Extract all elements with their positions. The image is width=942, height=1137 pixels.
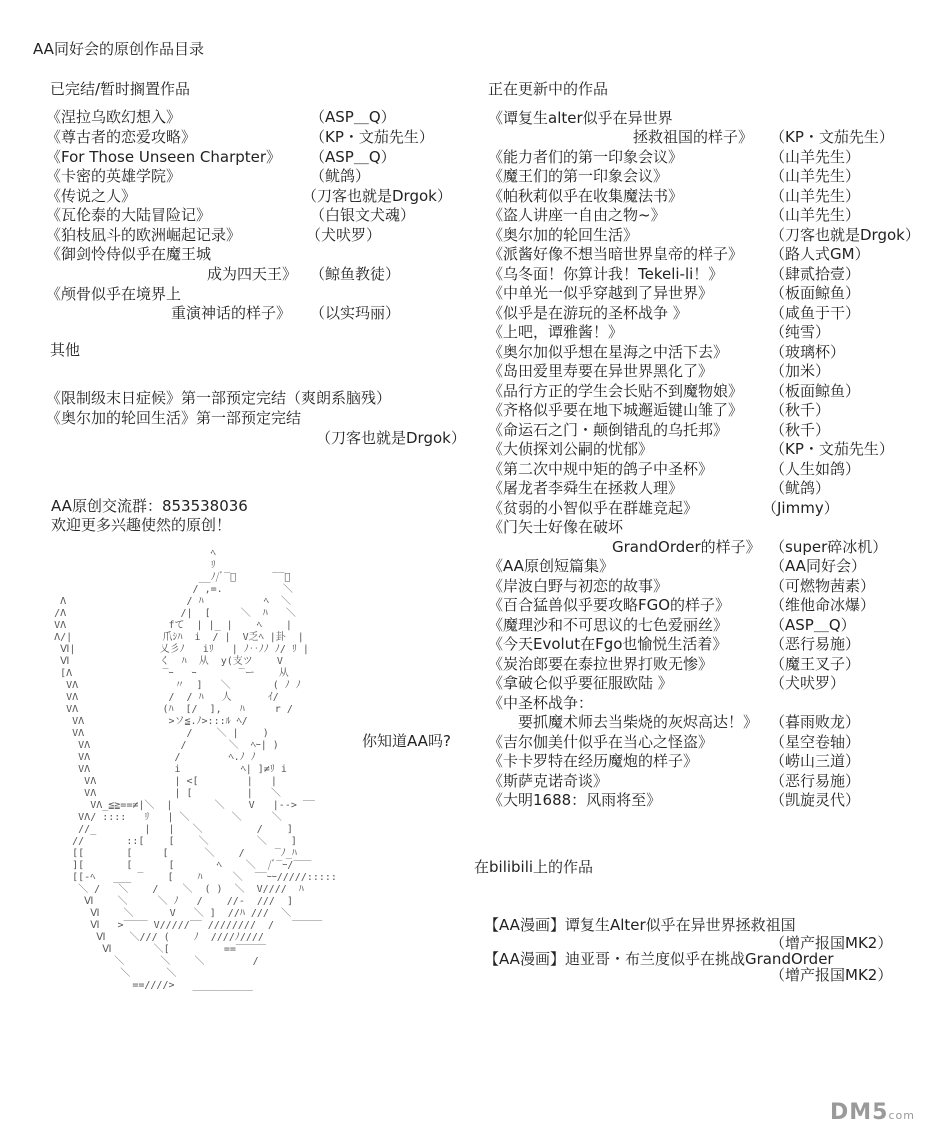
list-item-title: 《大明1688：风雨将至》 — [488, 791, 662, 809]
list-item-title: 《命运石之门・颠倒错乱的乌托邦》 — [488, 421, 729, 439]
watermark-sub: com — [888, 1109, 915, 1122]
list-item-title: 拯救祖国的样子》 — [633, 128, 754, 146]
list-item-author: （咸鱼于干） — [770, 304, 861, 322]
list-item-title: 《斯萨克诺奇谈》 — [488, 772, 609, 790]
list-item-author: （加米） — [770, 362, 831, 380]
other-line: 《奥尔加的轮回生活》第一部预定完结 — [46, 409, 302, 427]
bilibili-title: 迪亚哥・布兰度似乎在挑战GrandOrder — [564, 950, 834, 968]
list-item-title: 《炭治郎要在泰拉世界打败无惨》 — [488, 655, 714, 673]
list-item-author: （KP・文茄先生） — [310, 128, 434, 146]
bilibili-heading: 在bilibili上的作品 — [474, 858, 594, 876]
list-item-author: （维他命冰爆） — [770, 596, 876, 614]
list-item-title: 《第二次中规中矩的鸽子中圣杯》 — [488, 460, 714, 478]
list-item-title: 《大侦探刘公嗣的忧郁》 — [488, 440, 654, 458]
list-item-author: （秋千） — [770, 421, 831, 439]
list-item-author: （鱿鸽） — [770, 479, 831, 497]
list-item-author: （恶行易施） — [770, 772, 861, 790]
list-item-title: 《乌冬面！你算计我！Tekeli-li！》 — [488, 265, 724, 283]
list-item-title: 《涅拉乌欧幻想入》 — [46, 108, 182, 126]
list-item-title: 成为四天王》 — [207, 265, 298, 283]
list-item-author: （纯雪） — [770, 323, 831, 341]
list-item-author: （肆贰拾壹） — [770, 265, 861, 283]
completed-heading: 已完结/暂时搁置作品 — [50, 80, 191, 98]
list-item-title: 《谭复生alter似乎在异世界 — [488, 109, 673, 127]
list-item-author: （星空卷轴） — [770, 733, 861, 751]
list-item-author: （可燃物茜素） — [770, 577, 876, 595]
list-item-author: （ASP＿Q） — [770, 616, 856, 634]
list-item-title: 《能力者们的第一印象会议》 — [488, 148, 684, 166]
ascii-art-illustration: ﾍ ﾘ __ﾉ/ﾞ‾ﾞ ‾‾ﾞ / ,=. ＼ Λ / ﾊ ﾍ ＼ /Λ /| [ ＼ ﾊ ＼ VΛ fて | |_ | ﾍ | Λ/| 爪ｼﾊ i / | V乏ﾍ |卦 | Ⅵ| 乂彡ﾉ iﾘ | ﾉ‥ﾉﾉ ﾉ/ ﾘ | Ⅵ く ﾊ 从 y(支ツ V [Λ ‾ｰ ｰ ‾ー 从 VΛ 〃 ] ＼ ( ﾉ ﾉ VΛ / / ﾊ 人 ｲ/ VΛ (ﾊ [/ ], ﾊ r / VΛ >ソ≦.ﾉ>:::ﾙ ﾍ/ VΛ / ＼ | ) VΛ / ＼ ﾍｰ| ) VΛ / ﾍ.ﾉ ﾉ VΛ i ﾍ| ]≠ﾘ i VΛ | <[ | | VΛ | [ | ＼ VΛ_≦≧==≠|＼ | ＼ V |--> ‾‾ VΛ/ :::: ﾘ | ＼ ＼ ＼ //_ | | ＼ / ] // ::[ [ ＼ ＼ ] [[ [ [ ＼ / ‾ﾉ_ﾊ ][ [ [ ﾍ ＼ /ﾞ‾ｰ/‾‾‾ [[‐ﾍ ___ ‾ [ ﾊ ＼ ‾‾ｰｰ/////::::: ＼ / ＼ / ＼ ( ) ＼ V//// ﾊ Ⅵ ＼ ＼ ﾉ / //- /// ] Ⅵ ＼ V ＼ ] //ﾊ /// ＼ Ⅵ >‾‾‾‾ V/////‾‾ //////// / ‾‾‾‾‾ Ⅵ ＼/// ( ﾉ ////ﾉ//// Ⅵ ＼[ ==‾‾‾‾‾ ＼ ＼ ＼ / ＼ ＼ ==////> __________ — [54, 548, 337, 991]
other-line: 《限制级末日症候》第一部预定完结（爽朗系脑残） — [46, 389, 392, 407]
watermark-main: DM5 — [830, 1100, 889, 1125]
list-item-author: （人生如鸽） — [770, 460, 861, 478]
list-item-author: （刀客也就是Drgok） — [770, 226, 920, 244]
list-item-title: 《御剑怜侍似乎在魔王城 — [46, 245, 212, 263]
list-item-title: 《派酱好像不想当暗世界皇帝的样子》 — [488, 245, 744, 263]
list-item-title: 《百合猛兽似乎要攻略FGO的样子》 — [488, 596, 731, 614]
list-item-title: 《奥尔加的轮回生活》 — [488, 226, 639, 244]
list-item-author: （凯旋灵代） — [770, 791, 861, 809]
list-item-author: （鲸鱼教徒） — [310, 265, 401, 283]
other-line: （刀客也就是Drgok） — [316, 429, 466, 447]
list-item-author: （鱿鸽） — [310, 167, 371, 185]
page-title: AA同好会的原创作品目录 — [33, 40, 204, 58]
list-item-title: 《盗人讲座一自由之物~》 — [488, 206, 666, 224]
list-item-author: （白银文犬魂） — [310, 206, 416, 224]
list-item-title: 《奥尔加似乎想在星海之中活下去》 — [488, 343, 729, 361]
list-item-author: （秋千） — [770, 401, 831, 419]
list-item-author: （魔王叉子） — [770, 655, 861, 673]
list-item-title: 《瓦伦泰的大陆冒险记》 — [46, 206, 212, 224]
list-item-author: （山羊先生） — [770, 206, 861, 224]
updating-heading: 正在更新中的作品 — [488, 80, 609, 98]
bilibili-tag: 【AA漫画】 — [484, 950, 565, 968]
list-item-title: 《传说之人》 — [46, 187, 137, 205]
list-item-author: （ASP＿Q） — [310, 148, 396, 166]
list-item-author: （崂山三道） — [770, 752, 861, 770]
list-item-title: 《中圣杯战争： — [488, 694, 594, 712]
list-item-author: （玻璃杯） — [770, 343, 846, 361]
list-item-title: 《尊古者的恋爱攻略》 — [46, 128, 197, 146]
list-item-title: 《品行方正的学生会长贴不到魔物娘》 — [488, 382, 744, 400]
bilibili-title: 谭复生Alter似乎在异世界拯救祖国 — [564, 916, 796, 934]
list-item-author: （恶行易施） — [770, 635, 861, 653]
list-item-title: 《今天Evolut在Fgo也愉悦生活着》 — [488, 635, 728, 653]
list-item-title: 《屠龙者李舜生在拯救人理》 — [488, 479, 684, 497]
list-item-author: （super碎冰机） — [770, 538, 888, 556]
list-item-title: 《贫弱的小智似乎在群雄竞起》 — [488, 499, 699, 517]
list-item-title: 《门矢士好像在破坏 — [488, 518, 624, 536]
bilibili-tag: 【AA漫画】 — [484, 916, 565, 934]
list-item-author: （KP・文茄先生） — [770, 128, 894, 146]
list-item-title: 《颅骨似乎在境界上 — [46, 285, 182, 303]
list-item-author: （路人式GM） — [770, 245, 870, 263]
list-item-author: （山羊先生） — [770, 187, 861, 205]
question-text: 你知道AA吗? — [362, 732, 451, 750]
list-item-author: （ASP＿Q） — [310, 108, 396, 126]
list-item-title: 《中单光一似乎穿越到了异世界》 — [488, 284, 714, 302]
list-item-author: （山羊先生） — [770, 167, 861, 185]
list-item-title: GrandOrder的样子》 — [612, 538, 761, 556]
list-item-author: （以实玛丽） — [310, 304, 401, 322]
list-item-title: 《似乎是在游玩的圣杯战争 》 — [488, 304, 688, 322]
other-heading: 其他 — [50, 341, 81, 359]
bilibili-author: （增产报国MK2） — [770, 934, 893, 952]
welcome-text: 欢迎更多兴趣使然的原创！ — [51, 516, 232, 534]
list-item — [484, 916, 796, 935]
list-item-author: （犬吠罗） — [306, 226, 382, 244]
list-item-title: 《卡卡罗特在经历魔炮的样子》 — [488, 752, 699, 770]
list-item-title: 《岸波白野与初恋的故事》 — [488, 577, 669, 595]
list-item-author: （板面鲸鱼） — [770, 382, 861, 400]
list-item-title: 《上吧，谭雅酱！》 — [488, 323, 624, 341]
list-item-title: 《拿破仑似乎要征服欧陆 》 — [488, 674, 673, 692]
list-item-author: （板面鲸鱼） — [770, 284, 861, 302]
group-number: AA原创交流群：853538036 — [51, 497, 248, 515]
list-item-author: （山羊先生） — [770, 148, 861, 166]
list-item-title: 《狛枝凪斗的欧洲崛起记录》 — [46, 226, 242, 244]
list-item-title: 要抓魔术师去当柴烧的灰烬高达！》 — [518, 713, 759, 731]
bilibili-author: （增产报国MK2） — [770, 966, 893, 984]
list-item-title: 《岛田爱里寿要在异世界黑化了》 — [488, 362, 714, 380]
list-item-author: （KP・文茄先生） — [770, 440, 894, 458]
list-item-title: 《吉尔伽美什似乎在当心之怪盗》 — [488, 733, 714, 751]
list-item-title: 《卡密的英雄学院》 — [46, 167, 182, 185]
list-item-title: 《For Those Unseen Charpter》 — [46, 148, 282, 166]
list-item-author: （犬吠罗） — [770, 674, 846, 692]
list-item-title: 《魔王们的第一印象会议》 — [488, 167, 669, 185]
list-item-author: （暮雨败龙） — [770, 713, 861, 731]
list-item-title: 《帕秋莉似乎在收集魔法书》 — [488, 187, 684, 205]
list-item-author: （刀客也就是Drgok） — [302, 187, 452, 205]
list-item-title: 《AA原创短篇集》 — [488, 557, 614, 575]
list-item-author: （Jimmy） — [762, 499, 839, 517]
list-item-title: 《齐格似乎要在地下城邂逅键山雏了》 — [488, 401, 744, 419]
list-item-title: 《魔理沙和不可思议的七色爱丽丝》 — [488, 616, 729, 634]
list-item-title: 重演神话的样子》 — [171, 304, 292, 322]
list-item-author: （AA同好会） — [770, 557, 866, 575]
dm5-watermark-logo — [830, 1100, 930, 1130]
